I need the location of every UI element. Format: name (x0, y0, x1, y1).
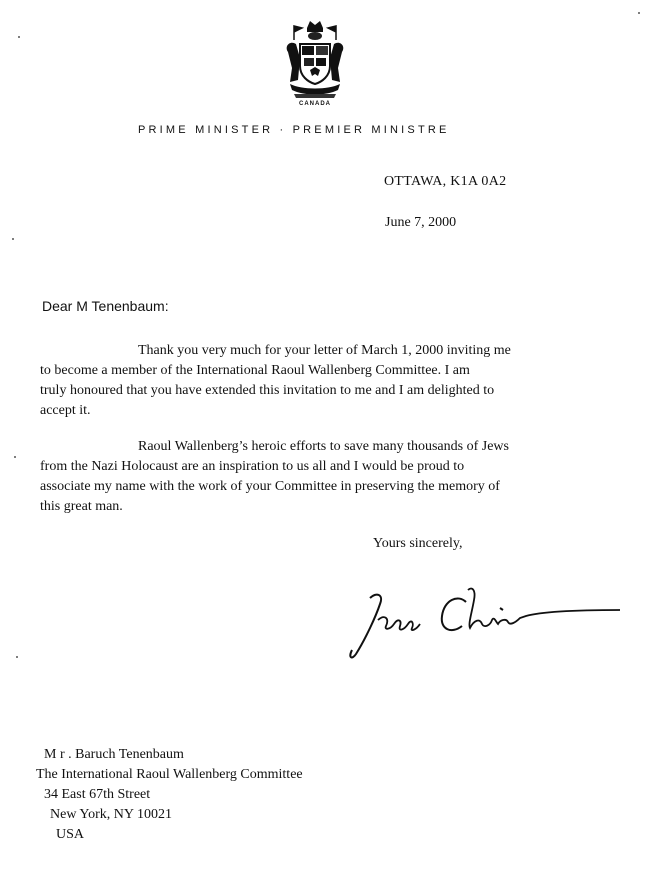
crest-caption: CANADA (299, 101, 331, 107)
scan-speck (18, 36, 20, 38)
coat-of-arms-crest (280, 18, 350, 110)
scan-speck (16, 656, 18, 658)
scan-speck (638, 12, 640, 14)
recipient-address (36, 745, 303, 845)
recipient-city: New York, NY 10021 (50, 807, 172, 822)
recipient-organization: The International Raoul Wallenberg Committee (36, 767, 303, 782)
sender-location: OTTAWA, K1A 0A2 (384, 174, 507, 189)
body-paragraph-1 (40, 341, 580, 421)
office-title: PRIME MINISTER · PREMIER MINISTRE (138, 124, 450, 136)
paragraph-line: Thank you very much for your letter of March 1, 2000 inviting me (138, 343, 511, 358)
closing: Yours sincerely, (373, 536, 463, 551)
recipient-street: 34 East 67th Street (44, 787, 151, 802)
body-paragraph-2 (40, 437, 580, 517)
handwritten-signature (340, 580, 630, 670)
letter-date: June 7, 2000 (385, 215, 457, 230)
paragraph-line: truly honoured that you have extended this invitation to me and I am delighted to (40, 383, 495, 398)
paragraph-line: from the Nazi Holocaust are an inspiration to us all and I would be proud to (40, 459, 465, 474)
coat-of-arms-icon (280, 18, 350, 100)
scan-speck (14, 456, 16, 458)
paragraph-line: this great man. (40, 499, 123, 514)
salutation: Dear M Tenenbaum: (42, 298, 169, 314)
paragraph-line: accept it. (40, 403, 91, 418)
scan-speck (12, 238, 14, 240)
paragraph-line: to become a member of the International Raoul Wallenberg Committee. I am (40, 363, 470, 378)
paragraph-line: associate my name with the work of your Committee in preserving the memory of (40, 479, 500, 494)
paragraph-line: Raoul Wallenberg’s heroic efforts to save many thousands of Jews (138, 439, 509, 454)
recipient-name: M r . Baruch Tenenbaum (44, 747, 184, 762)
recipient-country: USA (56, 827, 85, 842)
